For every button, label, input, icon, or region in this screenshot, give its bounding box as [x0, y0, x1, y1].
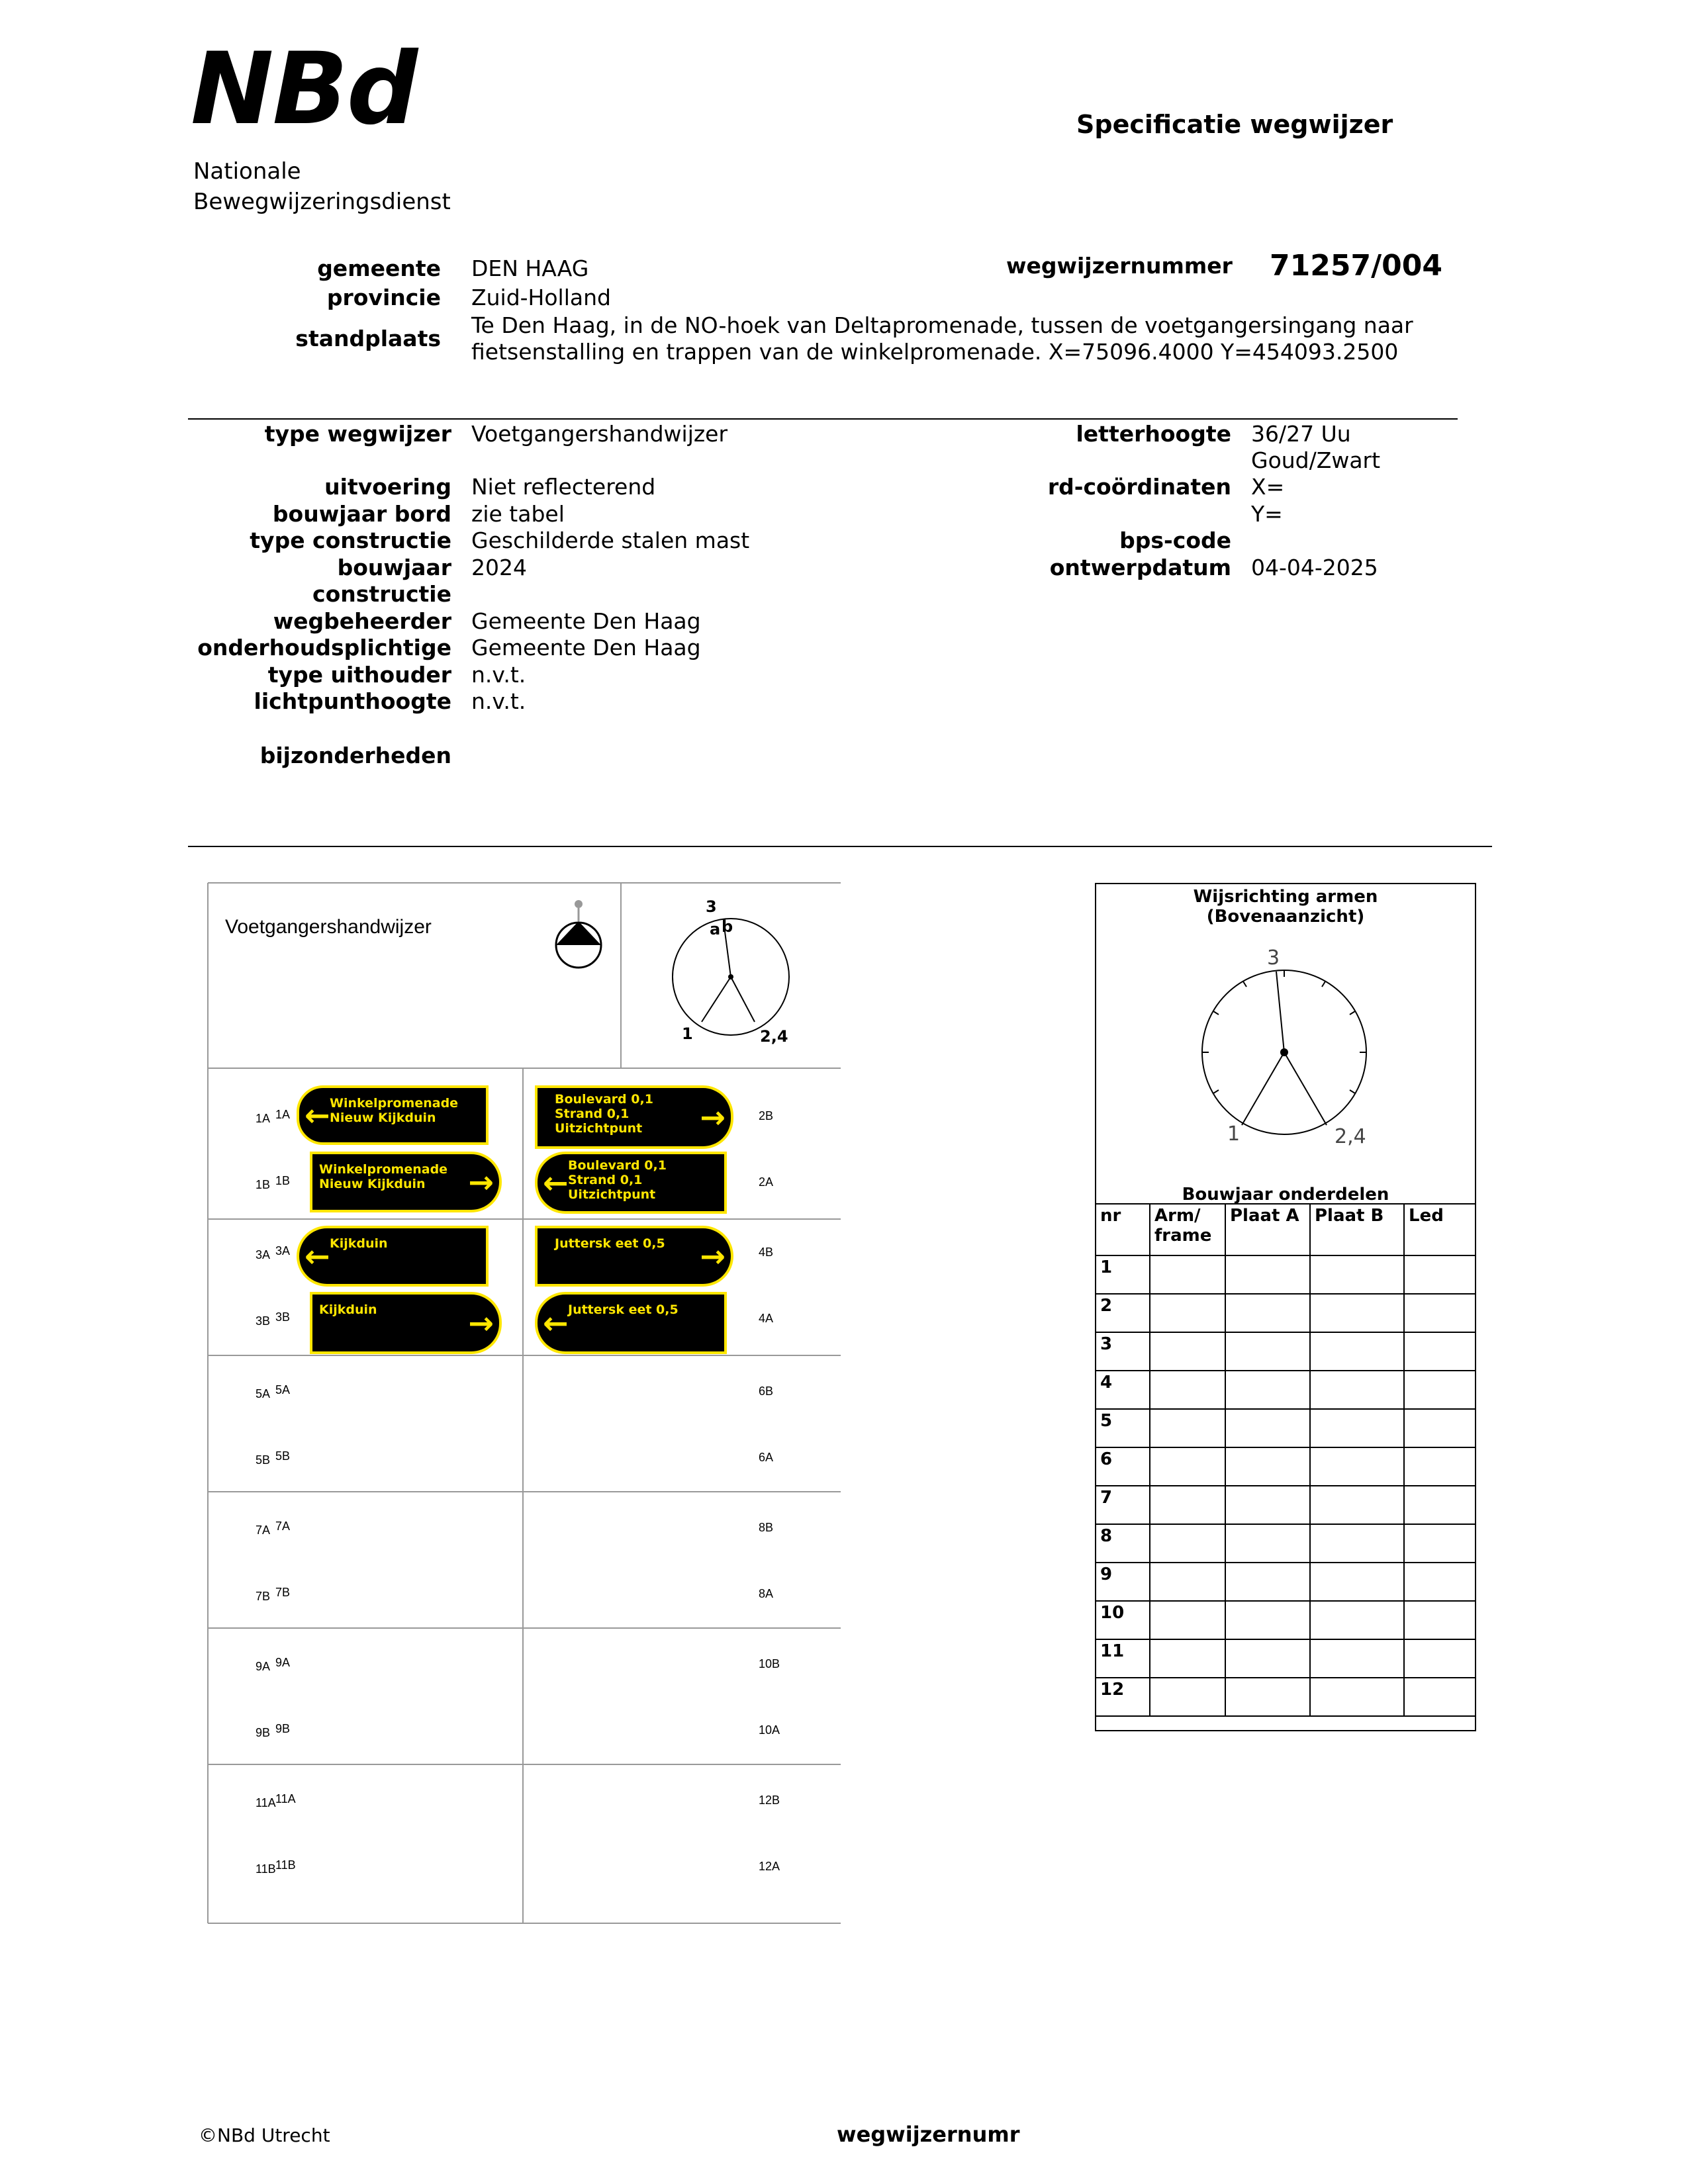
type-constructie-value: Geschilderde stalen mast [471, 527, 750, 553]
pos-label-2A: 2A [759, 1175, 774, 1189]
sign-3B-text: Kijkduin [319, 1302, 377, 1317]
col-nr: nr [1096, 1204, 1150, 1255]
arms-title-2: (Bovenaanzicht) [1206, 907, 1365, 927]
sign-1B-line-2: Nieuw Kijkduin [319, 1177, 426, 1191]
uithouder-label: type uithouder [267, 662, 451, 688]
pos-label-10B: 10B [759, 1657, 780, 1670]
pos-label-10A: 10A [759, 1723, 780, 1737]
pos-label-12B: 12B [759, 1794, 780, 1807]
pos-label-1B: 1B [256, 1178, 271, 1191]
drawing-title: Voetgangershandwijzer [225, 916, 432, 938]
cell[interactable] [1150, 1332, 1225, 1371]
sign-3A [297, 1226, 489, 1287]
document-title: Specificatie wegwijzer [1076, 110, 1393, 139]
cell[interactable] [1225, 1294, 1310, 1332]
arrow-right-icon: → [700, 1099, 726, 1135]
ontwerp-label: ontwerpdatum [1049, 555, 1231, 580]
cell[interactable] [1225, 1409, 1310, 1447]
standplaats-label: standplaats [295, 326, 441, 351]
arms-top: 3 [1267, 946, 1280, 970]
standplaats-line-1: Te Den Haag, in de NO-hoek van Deltapromenade, tussen de voetgangersingang naar [471, 312, 1413, 338]
cell[interactable] [1404, 1447, 1476, 1486]
rd-y: Y= [1251, 501, 1283, 527]
cell[interactable] [1404, 1371, 1476, 1409]
pos-label-3B-b: 3B [275, 1310, 291, 1324]
row-nr: 2 [1096, 1294, 1150, 1332]
col-led: Led [1404, 1204, 1476, 1255]
bouwjaar-label: bouwjaar [337, 555, 451, 580]
arrow-right-icon: → [468, 1164, 494, 1200]
row-nr: 6 [1096, 1447, 1150, 1486]
pos-label-4A: 4A [759, 1312, 774, 1325]
cell[interactable] [1310, 1294, 1404, 1332]
sign-2A-dist-2: 0,1 [620, 1173, 643, 1187]
cell[interactable] [1404, 1524, 1476, 1563]
sign-4A-text: Juttersk eet 0,5 [568, 1302, 679, 1317]
col-arm-2: frame [1154, 1226, 1212, 1246]
pos-label-8A: 8A [759, 1587, 774, 1600]
arrow-left-icon: ← [305, 1097, 330, 1133]
bps-label: bps-code [1119, 527, 1231, 553]
arrow-right-icon: → [700, 1238, 726, 1274]
pos-label-2B: 2B [759, 1109, 774, 1122]
cell[interactable] [1404, 1639, 1476, 1678]
sign-1B-line-1: Winkelpromenade [319, 1162, 448, 1177]
compass-right: 2,4 [760, 1027, 788, 1046]
pos-label-5B: 5B [256, 1453, 271, 1467]
sign-2A [535, 1152, 727, 1214]
cell[interactable] [1404, 1409, 1476, 1447]
arms-title [1095, 887, 1476, 927]
pos-label-12A: 12A [759, 1860, 780, 1873]
pos-label-7A-b: 7A [275, 1520, 291, 1533]
letterhoogte-label: letterhoogte [1076, 421, 1231, 447]
sign-2B-line-1: Boulevard 0,1 [555, 1092, 653, 1107]
divider-top [188, 418, 1458, 420]
pos-label-1A: 1A [256, 1112, 271, 1125]
sign-2A-line-2: Strand [568, 1173, 616, 1187]
cell[interactable] [1404, 1255, 1476, 1294]
cell[interactable] [1310, 1332, 1404, 1371]
cell[interactable] [1404, 1563, 1476, 1601]
cell[interactable] [1225, 1332, 1310, 1371]
cell[interactable] [1225, 1255, 1310, 1294]
sign-2A-line-3: Uitzichtpunt [568, 1187, 656, 1202]
pos-label-11A-b: 11A [275, 1792, 296, 1805]
row-nr: 4 [1096, 1371, 1150, 1409]
arms-title-1: Wijsrichting armen [1193, 887, 1378, 907]
row-nr: 11 [1096, 1639, 1150, 1678]
sign-2B-line-2: Strand [555, 1107, 603, 1121]
pos-label-6B: 6B [759, 1385, 774, 1398]
pos-label-7B-b: 7B [275, 1586, 291, 1599]
onderhoud-label: onderhoudsplichtige [197, 635, 451, 660]
letterhoogte-value: 36/27 Uu [1251, 421, 1351, 447]
arrow-left-icon: ← [543, 1165, 569, 1201]
cell[interactable] [1310, 1639, 1404, 1678]
bouwjaar-bord-label: bouwjaar bord [272, 501, 451, 527]
org-line-1: Nationale [193, 158, 301, 185]
sign-2B-dist-2: 0,1 [606, 1107, 630, 1121]
col-arm-1: Arm/ [1154, 1206, 1201, 1226]
lichtpunt-value: n.v.t. [471, 688, 526, 714]
cell[interactable] [1310, 1563, 1404, 1601]
pos-label-5A: 5A [256, 1387, 271, 1400]
cell[interactable] [1225, 1524, 1310, 1563]
cell[interactable] [1310, 1409, 1404, 1447]
wegwijzernummer-label: wegwijzernummer [1006, 253, 1233, 279]
cell[interactable] [1150, 1447, 1225, 1486]
cell[interactable] [1404, 1486, 1476, 1524]
sign-3B [310, 1292, 502, 1354]
row-nr: 3 [1096, 1332, 1150, 1371]
type-constructie-label: type constructie [250, 527, 451, 553]
footer-copyright: ©NBd Utrecht [199, 2124, 330, 2146]
kleur-value: Goud/Zwart [1251, 447, 1381, 473]
sign-2B [535, 1085, 733, 1149]
cell[interactable] [1404, 1678, 1476, 1716]
cell[interactable] [1225, 1678, 1310, 1716]
nbd-logo: NBd [191, 32, 417, 147]
cell[interactable] [1404, 1601, 1476, 1639]
uithouder-value: n.v.t. [471, 662, 526, 688]
north-label: N [571, 945, 583, 962]
pos-label-7B: 7B [256, 1590, 271, 1603]
cell[interactable] [1310, 1601, 1404, 1639]
cell[interactable] [1150, 1255, 1225, 1294]
cell[interactable] [1150, 1409, 1225, 1447]
compass-a: a [710, 920, 721, 938]
divider-bottom [188, 846, 1492, 847]
wegbeheerder-label: wegbeheerder [273, 608, 451, 634]
pos-label-9A: 9A [256, 1660, 271, 1673]
sign-1B [310, 1152, 502, 1212]
standplaats-line-2: fietsenstalling en trappen van de winkelpromenade. X=75096.4000 Y=454093.2500 [471, 339, 1399, 365]
uitvoering-label: uitvoering [324, 474, 451, 500]
row-nr: 5 [1096, 1409, 1150, 1447]
compass-b: b [722, 917, 733, 936]
pos-label-3A: 3A [256, 1248, 271, 1261]
pos-label-8B: 8B [759, 1521, 774, 1534]
cell[interactable] [1310, 1524, 1404, 1563]
sign-1A-line-2: Nieuw Kijkduin [330, 1111, 436, 1125]
cell[interactable] [1310, 1371, 1404, 1409]
wegwijzernummer-value: 71257/004 [1270, 249, 1442, 283]
sign-4B-text: Juttersk eet 0,5 [555, 1236, 665, 1251]
pos-label-3A-b: 3A [275, 1244, 291, 1257]
cell[interactable] [1310, 1486, 1404, 1524]
bouwjaar-title: Bouwjaar onderdelen [1182, 1185, 1389, 1205]
cell[interactable] [1310, 1678, 1404, 1716]
cell[interactable] [1150, 1678, 1225, 1716]
sign-3A-text: Kijkduin [330, 1236, 388, 1251]
sign-4B [535, 1226, 733, 1287]
org-line-2: Bewegwijzeringsdienst [193, 189, 451, 215]
sign-1A [297, 1085, 489, 1145]
rd-x: X= [1251, 474, 1285, 500]
type-wegwijzer-value: Voetgangershandwijzer [471, 421, 728, 447]
compass-left: 1 [682, 1024, 693, 1043]
cell[interactable] [1150, 1639, 1225, 1678]
bouwjaar-bord-value: zie tabel [471, 501, 565, 527]
pos-label-5A-b: 5A [275, 1383, 291, 1396]
ontwerp-value: 04-04-2025 [1251, 555, 1378, 580]
pos-label-1A-b: 1A [275, 1108, 291, 1121]
constructie-label: constructie [312, 581, 451, 607]
wegbeheerder-value: Gemeente Den Haag [471, 608, 701, 634]
pos-label-1B-b: 1B [275, 1174, 291, 1187]
sign-4A [535, 1292, 727, 1354]
row-nr: 8 [1096, 1524, 1150, 1563]
type-wegwijzer-label: type wegwijzer [264, 421, 451, 447]
onderhoud-value: Gemeente Den Haag [471, 635, 701, 660]
cell[interactable] [1310, 1255, 1404, 1294]
uitvoering-value: Niet reflecterend [471, 474, 656, 500]
cell[interactable] [1225, 1601, 1310, 1639]
sign-1A-line-1: Winkelpromenade [330, 1096, 459, 1111]
gemeente-label: gemeente [317, 255, 441, 281]
compass-top: 3 [706, 897, 717, 916]
cell[interactable] [1150, 1601, 1225, 1639]
arms-right: 2,4 [1335, 1125, 1366, 1148]
provincie-value: Zuid-Holland [471, 285, 611, 310]
arrow-left-icon: ← [543, 1305, 569, 1341]
bouwjaar-constructie-value: 2024 [471, 555, 527, 580]
small-compass-icon [673, 919, 789, 1035]
cell[interactable] [1225, 1563, 1310, 1601]
pos-label-5B-b: 5B [275, 1449, 291, 1463]
row-nr: 10 [1096, 1601, 1150, 1639]
cell[interactable] [1310, 1447, 1404, 1486]
cell[interactable] [1150, 1371, 1225, 1409]
bouwjaar-table [1095, 1203, 1476, 1717]
pos-label-3B: 3B [256, 1314, 271, 1328]
col-arm [1150, 1204, 1225, 1255]
cell[interactable] [1404, 1332, 1476, 1371]
pos-label-9A-b: 9A [275, 1656, 291, 1669]
arrow-right-icon: → [468, 1305, 494, 1341]
cell[interactable] [1225, 1447, 1310, 1486]
row-nr: 7 [1096, 1486, 1150, 1524]
bijzonderheden-label: bijzonderheden [259, 743, 451, 768]
cell[interactable] [1225, 1486, 1310, 1524]
row-nr: 12 [1096, 1678, 1150, 1716]
pos-label-7A: 7A [256, 1524, 271, 1537]
pos-label-11A: 11A [256, 1796, 276, 1809]
col-plaat-a: Plaat A [1225, 1204, 1310, 1255]
lichtpunt-label: lichtpunthoogte [254, 688, 451, 714]
pos-label-6A: 6A [759, 1451, 774, 1464]
sign-2A-line-1: Boulevard 0,1 [568, 1158, 667, 1173]
cell[interactable] [1404, 1294, 1476, 1332]
pos-label-11B-b: 11B [275, 1858, 296, 1872]
cell[interactable] [1225, 1639, 1310, 1678]
arrow-left-icon: ← [305, 1238, 330, 1274]
gemeente-value: DEN HAAG [471, 255, 589, 281]
cell[interactable] [1225, 1371, 1310, 1409]
pos-label-4B: 4B [759, 1246, 774, 1259]
provincie-label: provincie [326, 285, 441, 310]
row-nr: 1 [1096, 1255, 1150, 1294]
cell[interactable] [1150, 1486, 1225, 1524]
sign-drawing [199, 880, 847, 1926]
arms-left: 1 [1227, 1122, 1241, 1146]
pos-label-9B-b: 9B [275, 1722, 291, 1735]
rd-label: rd-coördinaten [1047, 474, 1231, 500]
cell[interactable] [1150, 1524, 1225, 1563]
col-plaat-b: Plaat B [1310, 1204, 1404, 1255]
pos-label-11B: 11B [256, 1862, 276, 1876]
row-nr: 9 [1096, 1563, 1150, 1601]
sign-2B-line-3: Uitzichtpunt [555, 1121, 643, 1136]
footer-center: wegwijzernumr [837, 2122, 1020, 2147]
cell[interactable] [1150, 1563, 1225, 1601]
org-name [193, 156, 451, 217]
cell[interactable] [1150, 1294, 1225, 1332]
pos-label-9B: 9B [256, 1726, 271, 1739]
